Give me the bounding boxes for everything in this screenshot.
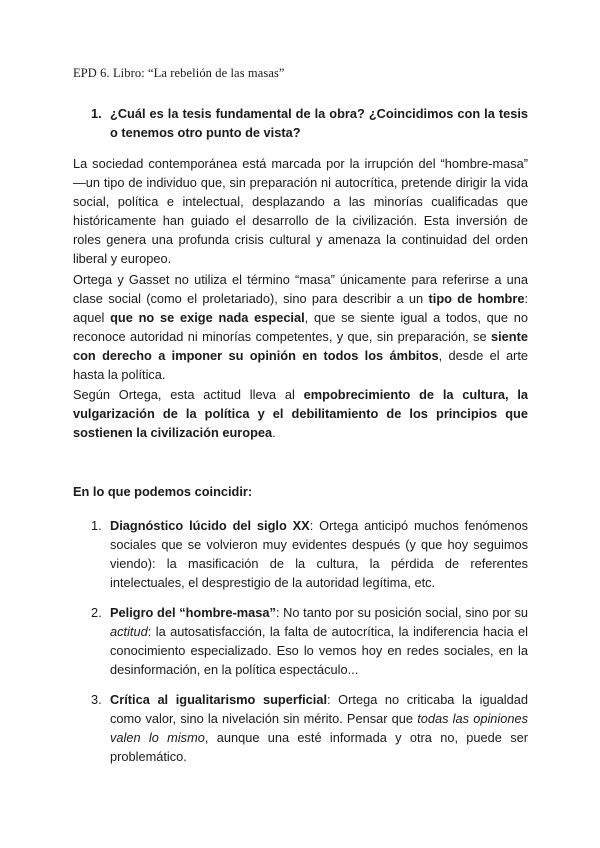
list-item-italic: todas las opiniones valen lo mismo	[110, 711, 529, 745]
list-item-text	[110, 516, 528, 592]
paragraph-3	[73, 385, 528, 442]
question-text: ¿Cuál es la tesis fundamental de la obra? ¿Coincidimos con la tesis o tenemos otro punto de vista?	[110, 106, 528, 140]
question-1	[73, 104, 528, 142]
p2-text-a: Ortega y Gasset no utiliza el término “masa” únicamente para referirse a una clase social (como el proletariado), sino para describir a un	[73, 272, 528, 306]
list-item-text	[110, 603, 528, 679]
list-item-body-b: : la autosatisfacción, la falta de autocrítica, la indiferencia hacia el conocimiento especializado. Eso lo vemos hoy en redes sociales, en la desinformación, en la política espectáculo...	[110, 624, 528, 677]
list-item-body-a: : No tanto por su posición social, sino por su	[275, 605, 528, 620]
paragraph-1: La sociedad contemporánea está marcada por la irrupción del “hombre-masa” —un tipo de individuo que, sin preparación ni autocrítica, pretende dirigir la vida social, política e intelectual, desplazando a las minorías cualificadas que históricamente han guiado el desarrollo de la civilización. Esta inversión de roles genera una profunda crisis cultural y amenaza la continuidad del orden liberal y europeo.	[73, 156, 528, 266]
list-item-bold: Crítica al igualitarismo superficial	[110, 692, 328, 707]
list-item-text	[110, 690, 528, 766]
p2-bold-b: tipo de hombre	[428, 291, 525, 306]
p2-bold-d: que no se exige nada especial	[110, 310, 305, 325]
list-item	[73, 516, 528, 592]
list-item-number: 3.	[91, 692, 102, 707]
question-number: 1.	[91, 106, 102, 121]
list-item-bold: Diagnóstico lúcido del siglo XX	[110, 518, 310, 533]
list-item-body-b: , aunque una esté informada y otra no, puede ser problemático.	[110, 730, 528, 764]
list-item-number: 2.	[91, 605, 102, 620]
list-item-body: : Ortega anticipó muchos fenómenos sociales que se volvieron muy evidentes después (y que hoy seguimos viendo): la masificación de la cultura, la pérdida de referentes intelectuales, el desprestigio de la autoridad legítima, etc.	[110, 518, 528, 590]
p3-bold-b: empobrecimiento de la cultura, la vulgarización de la política y el debilitamiento de los principios que sostienen la civilización europea	[73, 387, 528, 440]
p3-text-c: .	[272, 425, 276, 440]
p2-text-c: : aquel	[73, 291, 529, 325]
list-item-bold: Peligro del “hombre-masa”	[110, 605, 276, 620]
list-item-italic: actitud	[110, 624, 148, 639]
p2-text-e: , que se siente igual a todos, que no reconoce autoridad ni minorías competentes, y que, sin preparación, se	[73, 310, 528, 344]
p2-bold-f: siente con derecho a imponer su opinión en todos los ámbitos	[73, 329, 528, 363]
list-item	[73, 690, 528, 766]
paragraph-2	[73, 270, 528, 384]
p3-text-a: Según Ortega, esta actitud lleva al	[73, 387, 304, 402]
list-item-number: 1.	[91, 518, 102, 533]
section-heading: En lo que podemos coincidir:	[73, 484, 253, 499]
list-item	[73, 603, 528, 679]
p2-text-g: , desde el arte hasta la política.	[73, 348, 528, 382]
list-item-body-a: : Ortega no criticaba la igualdad como valor, sino la nivelación sin mérito. Pensar que	[110, 692, 529, 726]
document-title: EPD 6. Libro: “La rebelión de las masas”	[73, 66, 285, 80]
